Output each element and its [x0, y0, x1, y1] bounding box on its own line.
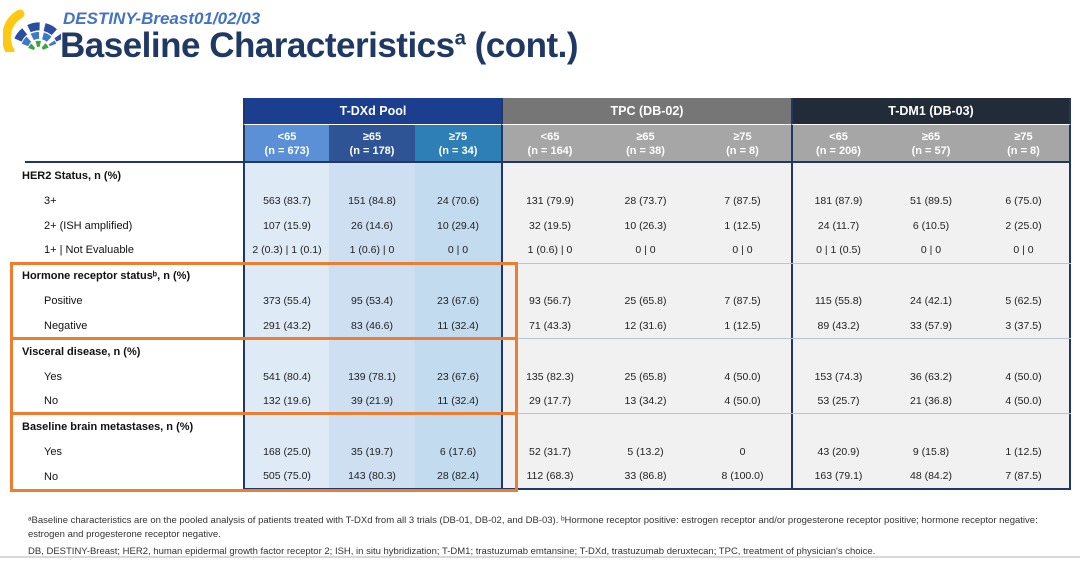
- table-cell: 12 (31.6): [597, 314, 694, 338]
- table-cell: 505 (75.0): [243, 465, 329, 490]
- table-cell: [415, 339, 501, 364]
- table-cell: 143 (80.3): [329, 465, 415, 490]
- table-cell: 48 (84.2): [884, 465, 978, 490]
- subcol-header: [791, 125, 884, 163]
- table-cell: 26 (14.6): [329, 213, 415, 238]
- table-cell: 4 (50.0): [694, 364, 791, 389]
- table-row: [10, 213, 1071, 238]
- table-cell: [501, 414, 597, 439]
- table-cell: 115 (55.8): [791, 289, 884, 314]
- table-cell: 0: [694, 440, 791, 465]
- table-cell: 2 (0.3) | 1 (0.1): [243, 238, 329, 262]
- table-cell: [791, 414, 884, 439]
- table-cell: 36 (63.2): [884, 364, 978, 389]
- table-cell: [597, 414, 694, 439]
- table-cell: 21 (36.8): [884, 389, 978, 413]
- table-cell: [791, 163, 884, 188]
- row-label: No: [10, 465, 243, 490]
- subcol-header: [597, 125, 694, 163]
- table-cell: 4 (50.0): [978, 389, 1071, 413]
- table-cell: [978, 339, 1071, 364]
- table-cell: 153 (74.3): [791, 364, 884, 389]
- logo-green-arc: [31, 44, 46, 49]
- table-row: [10, 440, 1071, 465]
- baseline-characteristics-table: [10, 98, 1071, 490]
- table-cell: [884, 163, 978, 188]
- table-cell: [694, 339, 791, 364]
- subcol-age: <65: [277, 130, 297, 143]
- subheader-spacer: [10, 125, 243, 163]
- table-row: [10, 289, 1071, 314]
- table-cell: 1 (12.5): [978, 440, 1071, 465]
- table-cell: 168 (25.0): [243, 440, 329, 465]
- table-cell: 9 (15.8): [884, 440, 978, 465]
- subcol-header: [243, 125, 329, 163]
- table-cell: 2 (25.0): [978, 213, 1071, 238]
- table-cell: [329, 163, 415, 188]
- table-cell: [243, 414, 329, 439]
- subcol-n: (n = 673): [264, 145, 310, 157]
- table-cell: 1 (0.6) | 0: [501, 238, 597, 262]
- subcol-header: [415, 125, 501, 163]
- table-cell: 5 (13.2): [597, 440, 694, 465]
- subcol-n: (n = 164): [527, 145, 573, 157]
- table-cell: [329, 414, 415, 439]
- group-header: TPC (DB-02): [501, 98, 791, 125]
- table-cell: 6 (17.6): [415, 440, 501, 465]
- table-cell: [501, 264, 597, 289]
- row-label: 2+ (ISH amplified): [10, 213, 243, 238]
- table-header-divider: [25, 161, 1071, 163]
- footnote-abbreviations: DB, DESTINY-Breast; HER2, human epidermal growth factor receptor 2; ISH, in situ hybridization; T-DM1; trastuzumab emtansine; T-DXd, trastuzumab deruxtecan; TPC, treatment of physician's choice.: [28, 545, 876, 557]
- table-cell: [243, 339, 329, 364]
- row-label: Hormone receptor statusᵇ, n (%): [10, 264, 243, 289]
- table-cell: 1 (12.5): [694, 314, 791, 338]
- row-label: No: [10, 389, 243, 413]
- table-cell: 89 (43.2): [791, 314, 884, 338]
- subcol-age: ≥75: [1014, 130, 1033, 143]
- row-label: 3+: [10, 188, 243, 213]
- table-cell: 7 (87.5): [694, 188, 791, 213]
- table-cell: [597, 264, 694, 289]
- table-cell: 51 (89.5): [884, 188, 978, 213]
- table-cell: [978, 264, 1071, 289]
- table-cell: 181 (87.9): [791, 188, 884, 213]
- table-cell: [791, 339, 884, 364]
- table-cell: 6 (75.0): [978, 188, 1071, 213]
- table-cell: 24 (42.1): [884, 289, 978, 314]
- subcol-header: [501, 125, 597, 163]
- table-row: [10, 188, 1071, 213]
- table-cell: 541 (80.4): [243, 364, 329, 389]
- table-row: [10, 414, 1071, 439]
- table-cell: 25 (65.8): [597, 289, 694, 314]
- table-cell: 112 (68.3): [501, 465, 597, 490]
- page-title-cont: (cont.): [465, 26, 579, 65]
- row-label: Baseline brain metastases, n (%): [10, 414, 243, 439]
- table-cell: [978, 414, 1071, 439]
- table-cell: 39 (21.9): [329, 389, 415, 413]
- table-row: [10, 163, 1071, 188]
- table-row: [10, 465, 1071, 490]
- table-cell: [415, 163, 501, 188]
- subcol-header: [978, 125, 1071, 163]
- table-cell: [978, 163, 1071, 188]
- table-cell: 11 (32.4): [415, 389, 501, 413]
- table-cell: 6 (10.5): [884, 213, 978, 238]
- subcol-age: ≥65: [636, 130, 655, 143]
- group-header: T-DM1 (DB-03): [791, 98, 1071, 125]
- table-cell: 3 (37.5): [978, 314, 1071, 338]
- table-cell: 135 (82.3): [501, 364, 597, 389]
- footnotes: [28, 514, 1063, 561]
- page-title-superscript: a: [454, 27, 466, 50]
- table-cell: [415, 264, 501, 289]
- subcol-n: (n = 206): [816, 145, 861, 157]
- subcol-n: (n = 8): [726, 145, 759, 157]
- table-cell: 0 | 0: [978, 238, 1071, 262]
- subcol-n: (n = 38): [626, 145, 665, 157]
- table-cell: 5 (62.5): [978, 289, 1071, 314]
- table-cell: 25 (65.8): [597, 364, 694, 389]
- page-title-text: Baseline Characteristics: [60, 26, 455, 65]
- table-cell: 7 (87.5): [694, 289, 791, 314]
- subcol-age: ≥65: [362, 130, 382, 143]
- bottom-divider: [0, 556, 1080, 558]
- table-cell: 71 (43.3): [501, 314, 597, 338]
- table-row: [10, 389, 1071, 414]
- table-row: [10, 264, 1071, 289]
- table-row: [10, 314, 1071, 339]
- table-cell: 53 (25.7): [791, 389, 884, 413]
- subcol-header: [884, 125, 978, 163]
- row-label: HER2 Status, n (%): [10, 163, 243, 188]
- table-cell: 10 (26.3): [597, 213, 694, 238]
- table-cell: [243, 163, 329, 188]
- table-cell: 24 (11.7): [791, 213, 884, 238]
- table-cell: [694, 163, 791, 188]
- table-cell: 83 (46.6): [329, 314, 415, 338]
- table-cell: 28 (82.4): [415, 465, 501, 490]
- table-cell: 32 (19.5): [501, 213, 597, 238]
- table-cell: 95 (53.4): [329, 289, 415, 314]
- row-label: Visceral disease, n (%): [10, 339, 243, 364]
- table-cell: [884, 414, 978, 439]
- table-cell: 4 (50.0): [694, 389, 791, 413]
- table-cell: 132 (19.6): [243, 389, 329, 413]
- row-label: Yes: [10, 364, 243, 389]
- table-cell: [694, 414, 791, 439]
- table-cell: 4 (50.0): [978, 364, 1071, 389]
- table-cell: 43 (20.9): [791, 440, 884, 465]
- table-cell: 0 | 0: [694, 238, 791, 262]
- table-cell: 28 (73.7): [597, 188, 694, 213]
- table-cell: 0 | 0: [415, 238, 501, 262]
- row-label: 1+ | Not Evaluable: [10, 238, 243, 262]
- table-cell: 291 (43.2): [243, 314, 329, 338]
- table-cell: [501, 339, 597, 364]
- footnote-definitions: ᵃBaseline characteristics are on the pooled analysis of patients treated with T-DXd from all 3 trials (DB-01, DB-02, and DB-03). ᵇHormone receptor positive: estrogen receptor and/or progesterone receptor positive; hormone receptor negative: estrogen and progesterone receptor negative.: [28, 515, 1038, 541]
- subcol-n: (n = 178): [349, 145, 395, 157]
- subcol-age: ≥75: [733, 130, 752, 143]
- table-cell: [415, 414, 501, 439]
- subcol-n: (n = 57): [911, 145, 951, 157]
- table-cell: 1 (0.6) | 0: [329, 238, 415, 262]
- table-cell: [694, 264, 791, 289]
- table-cell: 139 (78.1): [329, 364, 415, 389]
- subcol-header: [694, 125, 791, 163]
- table-cell: 0 | 0: [597, 238, 694, 262]
- subcol-age: <65: [540, 130, 560, 143]
- table-cell: 7 (87.5): [978, 465, 1071, 490]
- subcol-age: ≥65: [921, 130, 941, 143]
- table-group-header-row: [10, 98, 1071, 125]
- table-cell: 563 (83.7): [243, 188, 329, 213]
- table-cell: [329, 339, 415, 364]
- table-cell: 13 (34.2): [597, 389, 694, 413]
- table-cell: 24 (70.6): [415, 188, 501, 213]
- row-label: Yes: [10, 440, 243, 465]
- trial-label: DESTINY-Breast01/02/03: [63, 9, 261, 28]
- table-row: [10, 364, 1071, 389]
- group-header: T-DXd Pool: [243, 98, 501, 125]
- table-cell: 1 (12.5): [694, 213, 791, 238]
- subcol-age: <65: [829, 130, 848, 143]
- table-cell: [329, 264, 415, 289]
- table-subheader-row: [10, 125, 1071, 163]
- table-cell: 93 (56.7): [501, 289, 597, 314]
- conference-fan-logo-icon: [3, 2, 61, 52]
- table-cell: 52 (31.7): [501, 440, 597, 465]
- table-cell: [884, 264, 978, 289]
- header-spacer: [10, 98, 243, 125]
- table-cell: 29 (17.7): [501, 389, 597, 413]
- subcol-n: (n = 8): [1007, 145, 1040, 157]
- table-cell: [501, 163, 597, 188]
- table-cell: 0 | 0: [884, 238, 978, 262]
- table-row: [10, 339, 1071, 364]
- table-cell: 35 (19.7): [329, 440, 415, 465]
- table-cell: 23 (67.6): [415, 364, 501, 389]
- table-cell: 10 (29.4): [415, 213, 501, 238]
- table-cell: [791, 264, 884, 289]
- table-cell: [597, 339, 694, 364]
- table-cell: 163 (79.1): [791, 465, 884, 490]
- table-cell: [243, 264, 329, 289]
- table-cell: [884, 339, 978, 364]
- table-cell: 0 | 1 (0.5): [791, 238, 884, 262]
- row-label: Negative: [10, 314, 243, 338]
- table-cell: [597, 163, 694, 188]
- table-row: [10, 238, 1071, 263]
- page-title: [60, 26, 578, 66]
- table-cell: 33 (86.8): [597, 465, 694, 490]
- table-cell: 33 (57.9): [884, 314, 978, 338]
- subcol-age: ≥75: [448, 130, 468, 143]
- table-cell: 373 (55.4): [243, 289, 329, 314]
- table-cell: 151 (84.8): [329, 188, 415, 213]
- subcol-header: [329, 125, 415, 163]
- row-label: Positive: [10, 289, 243, 314]
- table-cell: 131 (79.9): [501, 188, 597, 213]
- table-cell: 23 (67.6): [415, 289, 501, 314]
- table-cell: 107 (15.9): [243, 213, 329, 238]
- table-cell: 11 (32.4): [415, 314, 501, 338]
- subcol-n: (n = 34): [438, 145, 478, 157]
- table-cell: 8 (100.0): [694, 465, 791, 490]
